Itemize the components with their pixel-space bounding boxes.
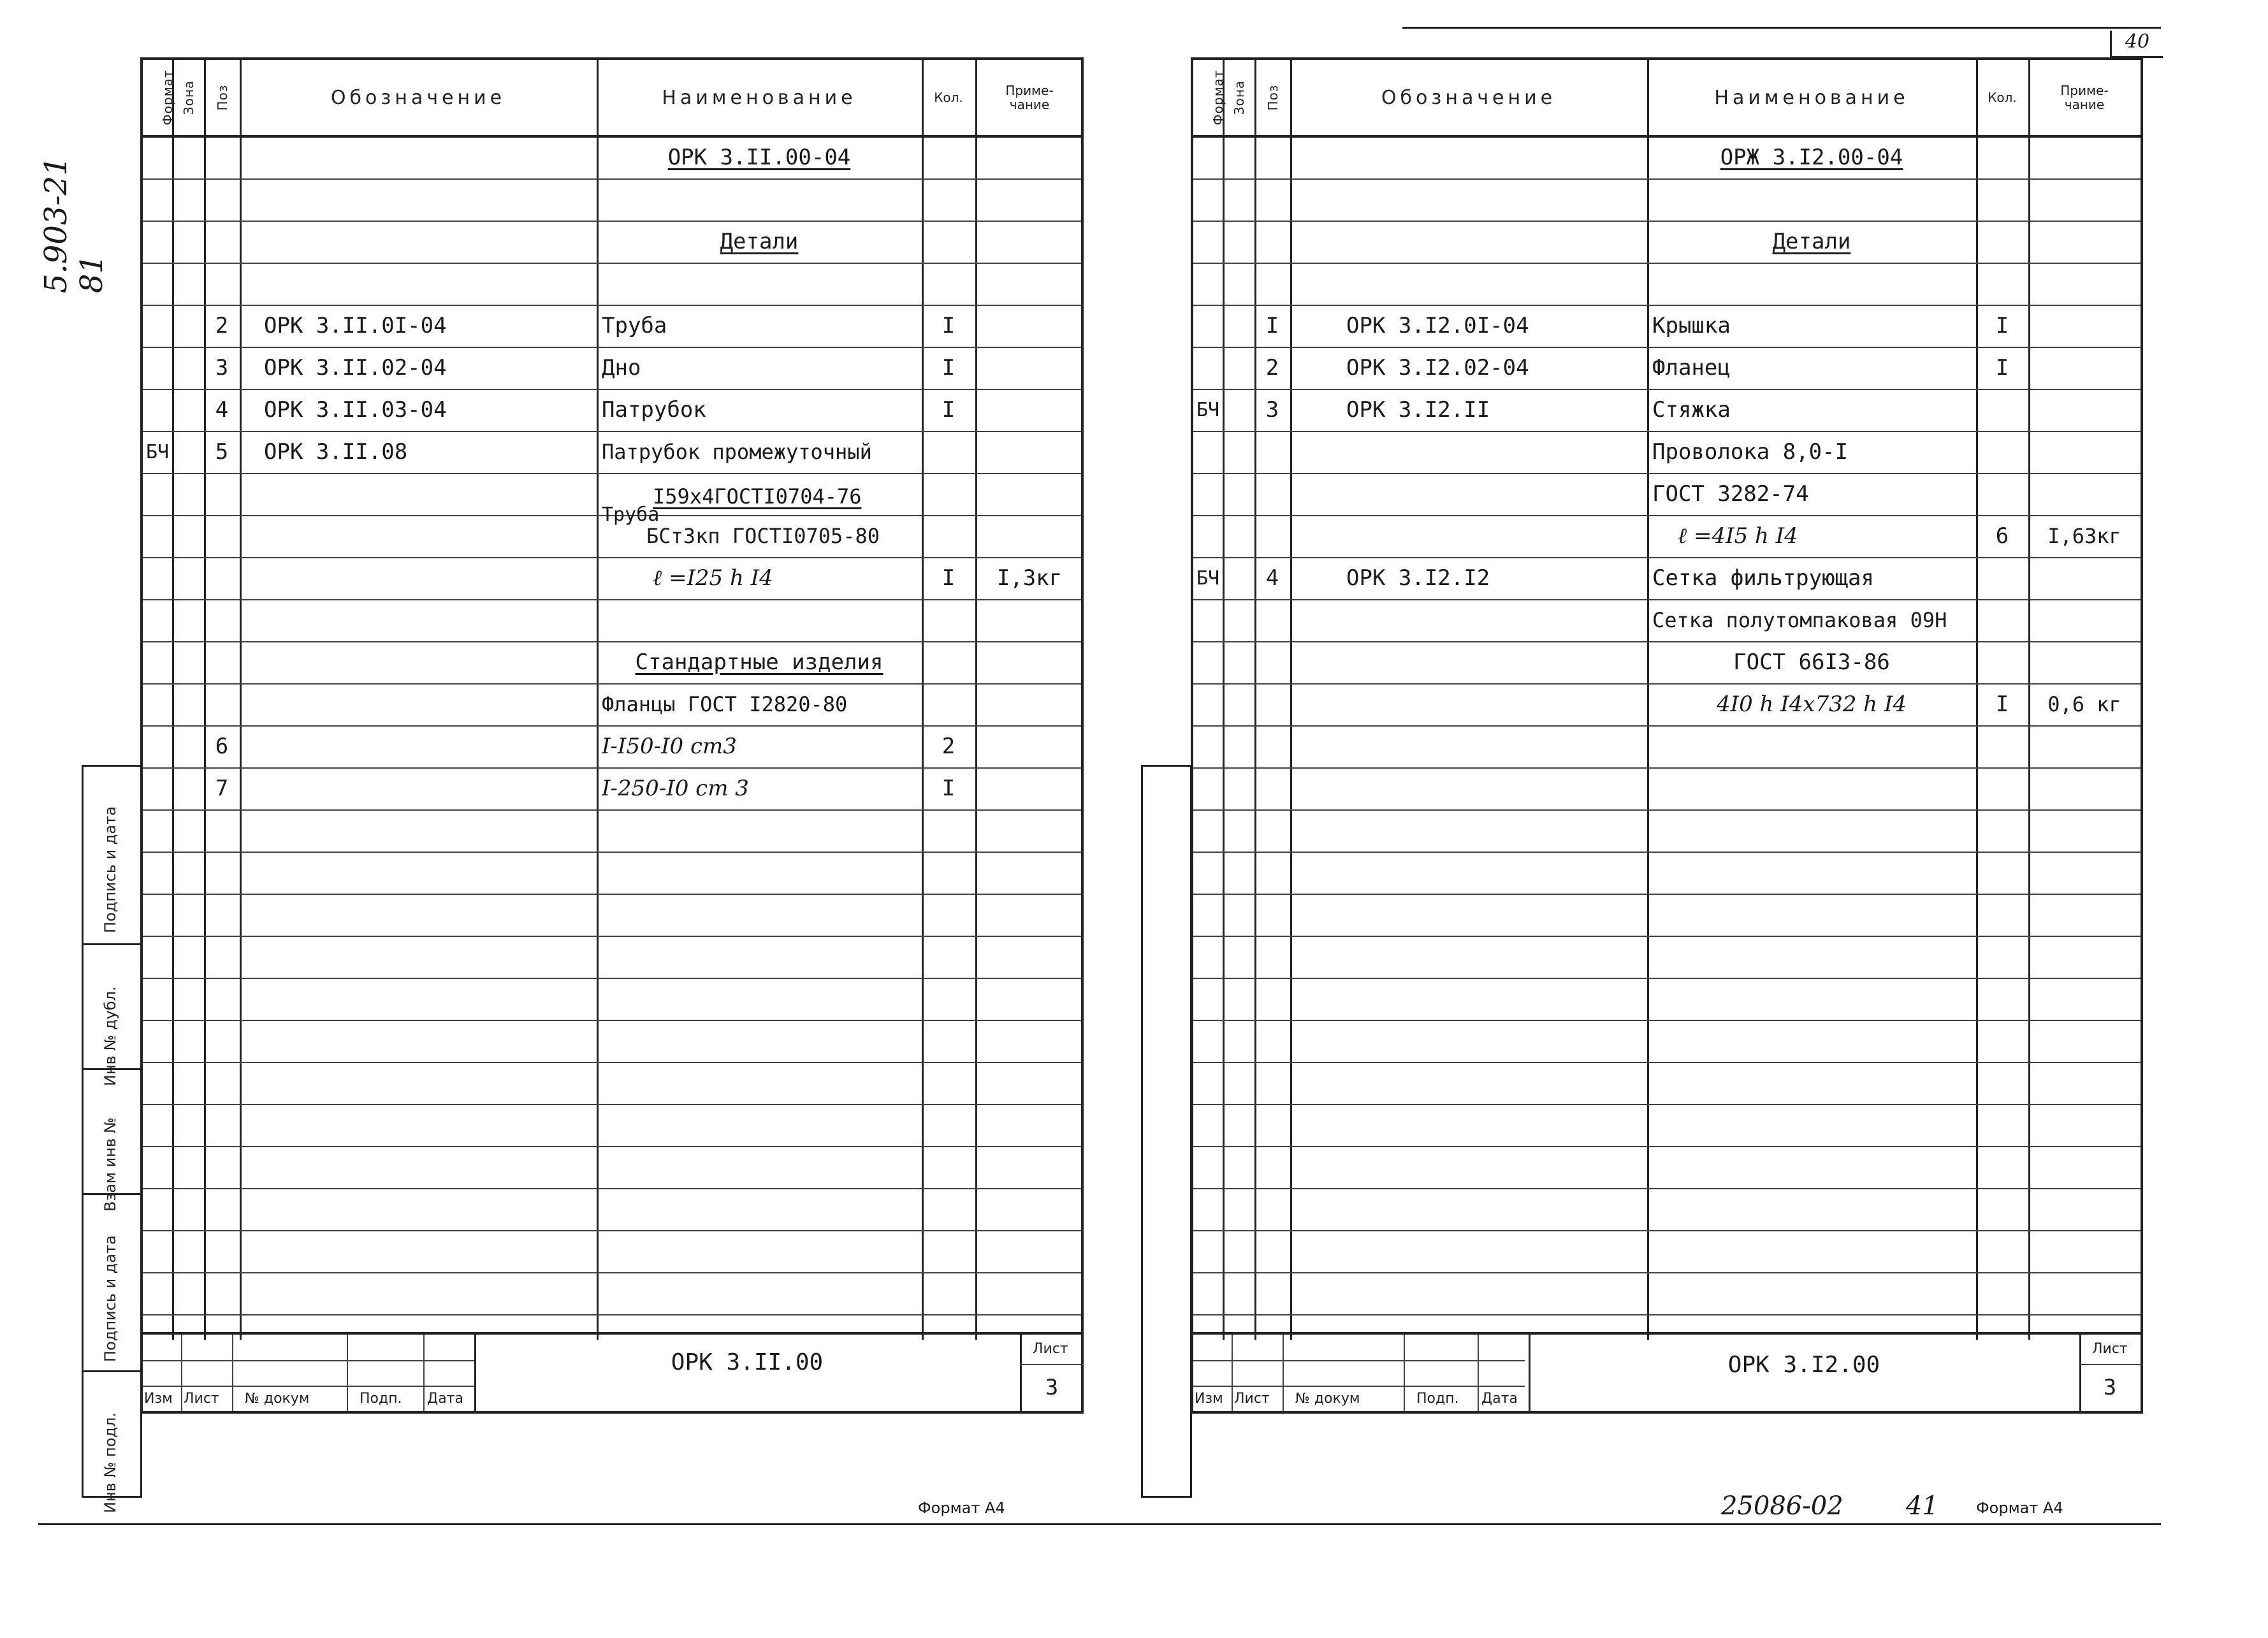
grid-line: [143, 473, 1081, 474]
grid-line: [1193, 1188, 2141, 1189]
header-zone: Зона: [181, 80, 196, 115]
top-rule: [1402, 27, 2161, 29]
grid-line: [143, 1314, 1081, 1315]
header-name: Наименование: [1714, 86, 1909, 109]
side-document-code: 5.903-21 81: [38, 156, 110, 293]
format-label-right: Формат А4: [1976, 1499, 2063, 1517]
grid-line: [1193, 1104, 2141, 1105]
side-label-orig-inv: Инв № подл.: [101, 1412, 119, 1513]
side-label-sign-date-2: Подпись и дата: [101, 1235, 119, 1362]
left-sheet-number: 3: [1045, 1375, 1059, 1400]
side-label-dup-inv: Инв № дубл.: [101, 986, 119, 1086]
grid-line: [1193, 1146, 2141, 1147]
right-title-block: [1193, 1332, 2141, 1411]
grid-line: [143, 978, 1081, 979]
stamp-izm: Изм: [1195, 1391, 1223, 1407]
left-title-block: [143, 1332, 1081, 1411]
pipe-length: ℓ =I25 ℎ I4: [653, 565, 773, 591]
grid-line: [1193, 1230, 2141, 1231]
grid-line: [143, 936, 1081, 937]
grid-line: [143, 894, 1081, 895]
stamp-list: Лист: [184, 1391, 219, 1407]
header-name: Наименование: [662, 86, 857, 109]
header-note: Приме- чание: [2060, 83, 2109, 112]
grid-line: [143, 599, 1081, 600]
left-section-details: Детали: [720, 229, 799, 254]
grid-line: [143, 1062, 1081, 1063]
grid-line: [1193, 809, 2141, 811]
right-section-details: Детали: [1772, 229, 1851, 254]
left-section-standard: Стандартные изделия: [635, 649, 883, 675]
stamp-sheet-label: Лист: [2092, 1341, 2128, 1357]
pipe-mass: I,3кг: [996, 565, 1063, 591]
pipe-label: Труба: [602, 503, 659, 526]
right-sheet-number: 3: [2103, 1375, 2117, 1400]
grid-line: [1193, 178, 2141, 180]
left-spec-sheet: Формат Зона Поз Обозначение Наименование Кол. Приме- чание ОРК 3.II.00-04 Детали 2 ОРК 3.II.0I-04 Труба I 3 ОРК 3.II.02-04 Дно I 4 ОРК 3.II.03-04 Патрубок I БЧ 5 ОРК 3.II.08 Патрубок промежуточный Труба I59х4ГОСТI0704-76 БСт3кп ГОСТI0705-80 ℓ =I25 ℎ I4 I I,3кг Стандартные изделия Фланцы ГОСТ I2820-80 6 I-I50-I0 ст3 2 7 I-250-I0 ст 3 I Изм Лист № докум Подп. Дата ОРК 3.II.00 Лист 3: [140, 57, 1084, 1414]
stamp-list: Лист: [1234, 1391, 1270, 1407]
right-spec-sheet: Формат Зона Поз Обозначение Наименование Кол. Приме- чание ОРЖ 3.I2.00-04 Детали I ОРК 3.I2.0I-04 Крышка I 2 ОРК 3.I2.02-04 Фланец I БЧ 3 ОРК 3.I2.II Стяжка Проволока 8,0-I ГОСТ 3282-74 ℓ =4I5 ℎ I4 6 I,63кг БЧ 4 ОРК 3.I2.I2 Сетка фильтрующая Сетка полутомпаковая 09Н ГОСТ 66I3-86 4I0 ℎ I4х732 ℎ I4 I 0,6 кг Изм Лист № докум Подп. Дата ОРК 3.I2.00 Лист 3: [1191, 57, 2143, 1414]
stamp-sign: Подп.: [360, 1391, 402, 1407]
grid-line: [143, 263, 1081, 264]
grid-line: [1193, 725, 2141, 727]
pipe-qty: I: [941, 565, 956, 591]
right-side-strip: [1141, 765, 1192, 1498]
grid-line: [1193, 1062, 2141, 1063]
bottom-stamp-number: 25086-02: [1721, 1491, 1843, 1521]
grid-line: [143, 1104, 1081, 1105]
bottom-stamp-sheet: 41: [1906, 1491, 1938, 1521]
header-designation: Обозначение: [330, 86, 506, 109]
header-pos: Поз: [215, 84, 230, 111]
grid-line: [143, 178, 1081, 180]
left-title: ОРК 3.II.00-04: [667, 145, 851, 170]
grid-line: [1193, 263, 2141, 264]
pipe-spec-line2: БСт3кп ГОСТI0705-80: [646, 524, 880, 548]
header-pos: Поз: [1265, 84, 1281, 111]
stamp-doc: № докум: [1295, 1391, 1360, 1407]
grid-line: [143, 1146, 1081, 1147]
left-doc-code: ОРК 3.II.00: [671, 1349, 824, 1375]
stamp-doc: № докум: [245, 1391, 310, 1407]
side-label-sign-date-1: Подпись и дата: [101, 806, 119, 933]
pipe-spec-line1: I59х4ГОСТI0704-76: [653, 484, 862, 509]
grid-line: [143, 809, 1081, 811]
grid-line: [143, 852, 1081, 853]
grid-line: [143, 1020, 1081, 1021]
header-format: Формат: [1210, 69, 1226, 126]
grid-line: [1193, 767, 2141, 769]
page-mark: 40: [2110, 31, 2163, 58]
grid-line: [143, 1188, 1081, 1189]
stamp-date: Дата: [1481, 1391, 1518, 1407]
right-doc-code: ОРК 3.I2.00: [1727, 1351, 1880, 1378]
stamp-sheet-label: Лист: [1033, 1341, 1068, 1357]
header-zone: Зона: [1232, 80, 1247, 115]
header-format: Формат: [160, 69, 175, 126]
grid-line: [1193, 1020, 2141, 1021]
grid-line: [1193, 1314, 2141, 1315]
side-label-replace-inv: Взам инв №: [101, 1117, 119, 1212]
header-qty: Кол.: [1988, 90, 2017, 105]
header-designation: Обозначение: [1381, 86, 1557, 109]
bottom-rule: [38, 1523, 2161, 1525]
stamp-sign: Подп.: [1416, 1391, 1459, 1407]
grid-line: [1193, 894, 2141, 895]
flanges-standard: Фланцы ГОСТ I2820-80: [602, 692, 848, 716]
grid-line: [1193, 852, 2141, 853]
grid-line: [1193, 978, 2141, 979]
format-label-left: Формат А4: [918, 1499, 1005, 1517]
header-note: Приме- чание: [1005, 83, 1054, 112]
grid-line: [1193, 936, 2141, 937]
stamp-izm: Изм: [144, 1391, 173, 1407]
stamp-date: Дата: [427, 1391, 463, 1407]
right-title: ОРЖ 3.I2.00-04: [1720, 145, 1903, 170]
header-qty: Кол.: [934, 90, 963, 105]
grid-line: [1193, 1272, 2141, 1273]
grid-line: [143, 1272, 1081, 1273]
grid-line: [143, 1230, 1081, 1231]
